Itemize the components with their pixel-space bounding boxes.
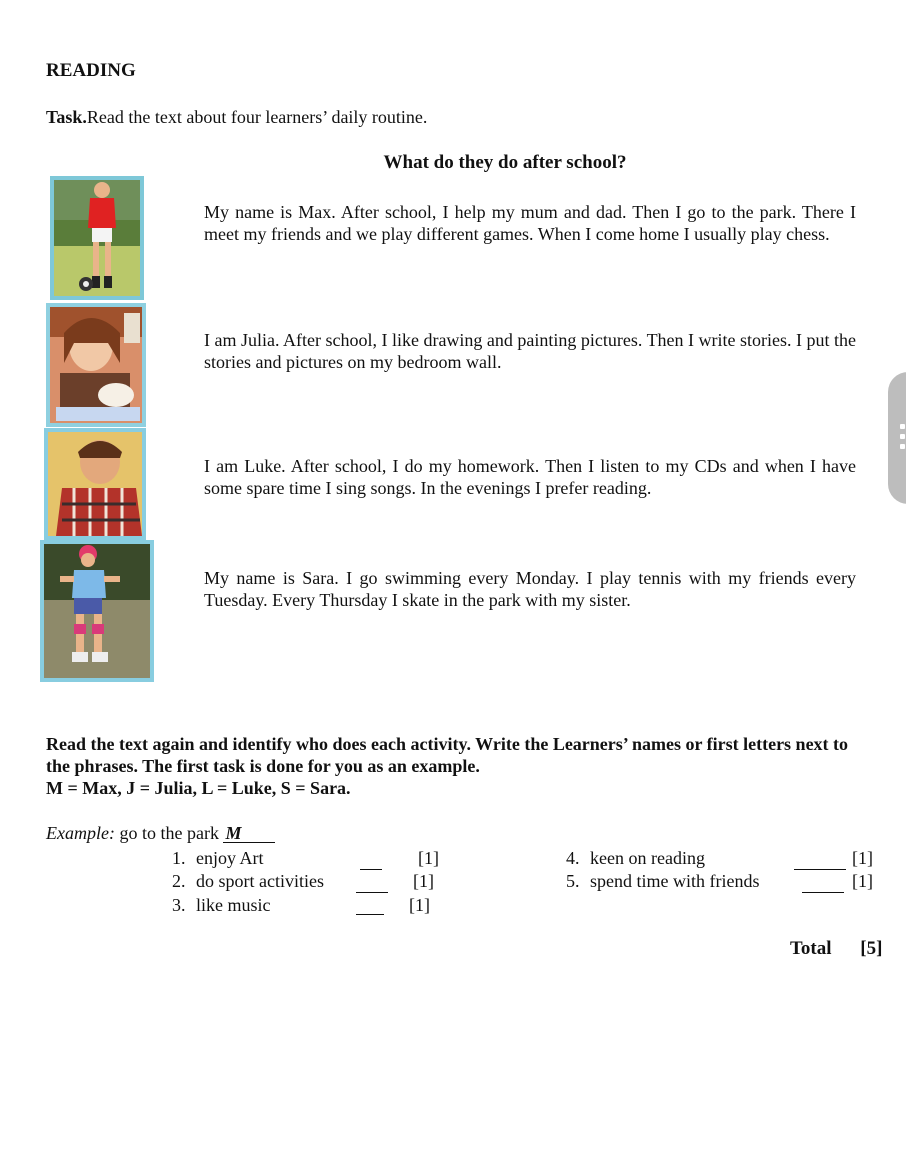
total-mark: [5]: [860, 938, 883, 959]
answer-blank-3[interactable]: [356, 898, 384, 915]
instructions-text: Read the text again and identify who does each activity. Write the Learners’ names or first letters next to the phrases. The first task is done for you as an example.: [46, 734, 849, 776]
task-label: Task.: [46, 107, 87, 127]
item-phrase: spend time with friends: [590, 871, 760, 891]
instructions: [46, 733, 876, 799]
answer-blank-2[interactable]: [356, 876, 388, 893]
item-phrase: like music: [196, 895, 271, 915]
text-title: What do they do after school?: [383, 152, 627, 173]
learner-text-sara: My name is Sara. I go swimming every Monday. I play tennis with my friends every Tuesday. Every Thursday I skate in the park with my sister.: [204, 568, 856, 610]
example-line: [46, 823, 275, 844]
item-number: 2.: [172, 871, 186, 891]
item-mark: [1]: [852, 871, 873, 891]
girl-roller-skating-photo: [40, 540, 154, 682]
side-panel-handle[interactable]: [888, 372, 906, 504]
list-item: [172, 894, 271, 916]
item-number: 4.: [566, 848, 580, 868]
item-mark: [1]: [852, 848, 873, 868]
item-phrase: enjoy Art: [196, 848, 264, 868]
item-phrase: keen on reading: [590, 848, 705, 868]
boy-with-football-photo: [50, 176, 144, 300]
example-label: Example:: [46, 823, 115, 843]
section-heading: READING: [46, 60, 136, 81]
task-text: Read the text about four learners’ daily routine.: [86, 107, 428, 127]
list-item: [566, 847, 705, 869]
answer-blank-5[interactable]: [802, 876, 844, 893]
total-label: Total: [790, 938, 832, 959]
answer-blank-1[interactable]: [360, 853, 382, 870]
item-mark: [1]: [413, 871, 434, 891]
item-mark: [1]: [418, 848, 439, 868]
item-number: 1.: [172, 848, 186, 868]
name-key: M = Max, J = Julia, L = Luke, S = Sara.: [46, 778, 351, 798]
item-mark: [1]: [409, 895, 430, 915]
item-number: 5.: [566, 871, 580, 891]
list-item: [172, 870, 324, 892]
total-score: [790, 938, 882, 960]
example-phrase: go to the park: [119, 823, 219, 843]
item-number: 3.: [172, 895, 186, 915]
list-item: [566, 870, 759, 892]
task-line: [46, 107, 427, 128]
example-answer: M: [223, 824, 275, 843]
girl-drawing-photo: [46, 303, 146, 427]
list-item: [172, 847, 264, 869]
boy-reading-photo: [44, 428, 146, 540]
item-phrase: do sport activities: [196, 871, 324, 891]
answer-blank-4[interactable]: [794, 853, 846, 870]
learner-text-julia: I am Julia. After school, I like drawing and painting pictures. Then I write stories. I put the stories and pictures on my bedroom wall.: [204, 330, 857, 372]
learner-text-max: My name is Max. After school, I help my mum and dad. Then I go to the park. There I meet my friends and we play different games. When I come home I usually play chess.: [204, 202, 856, 244]
learner-text-luke: I am Luke. After school, I do my homework. Then I listen to my CDs and when I have some spare time I sing songs. In the evenings I prefer reading.: [204, 456, 856, 498]
